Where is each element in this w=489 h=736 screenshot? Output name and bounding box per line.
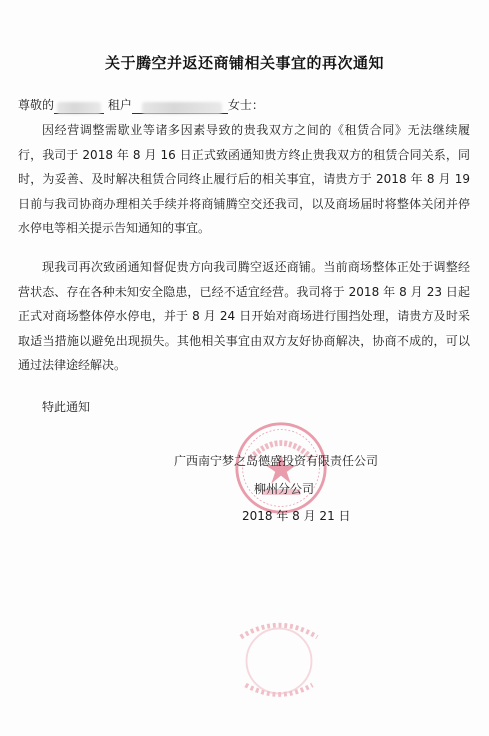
- signature-date: 2018 年 8 月 21 日: [242, 509, 351, 523]
- notice-title: 关于腾空并返还商铺相关事宜的再次通知: [104, 54, 384, 72]
- redacted-name-field: [54, 99, 104, 114]
- bleed-through-seal: [230, 618, 328, 704]
- redacted-tenant-field: [132, 99, 228, 114]
- salutation-suffix: 女士：: [227, 98, 264, 112]
- salutation-prefix: 尊敬的: [18, 98, 55, 112]
- closing-line: 特此通知: [42, 400, 91, 414]
- salutation-middle: 租户: [107, 98, 132, 112]
- signature-company: 广西南宁梦之岛德盛投资有限责任公司: [174, 454, 379, 468]
- signature-branch: 柳州分公司: [254, 482, 315, 496]
- salutation-line: [18, 96, 264, 114]
- body-paragraph-1: 因经营调整需歇业等诸多因素导致的贵我双方之间的《租赁合同》无法继续履行，我司于 2018 年 8 月 16 日正式致函通知贵方终止贵我双方的租赁合同关系，同时，为妥善、及时解决租赁合同终止履行后的相关事宜，请贵方于 2018 年 8 月 19 日前与我司协商办理相关手续并将商铺腾空交还我司，以及商场届时将整体关闭并停水停电等相关提示告知通知的事宜。: [18, 123, 470, 236]
- body-paragraph-2: 现我司再次致函通知督促贵方向我司腾空返还商铺。当前商场整体正处于调整经营状态、存在各种未知安全隐患，已经不适宜经营。我司将于 2018 年 8 月 23 日起正式对商场整体停水停电，并于 8 月 24 日开始对商场进行围挡处理，请贵方及时采取适当措施以避免出现损失。其他相关事宜由双方友好协商解决，协商不成的，可以通过法律途经解决。: [18, 260, 470, 373]
